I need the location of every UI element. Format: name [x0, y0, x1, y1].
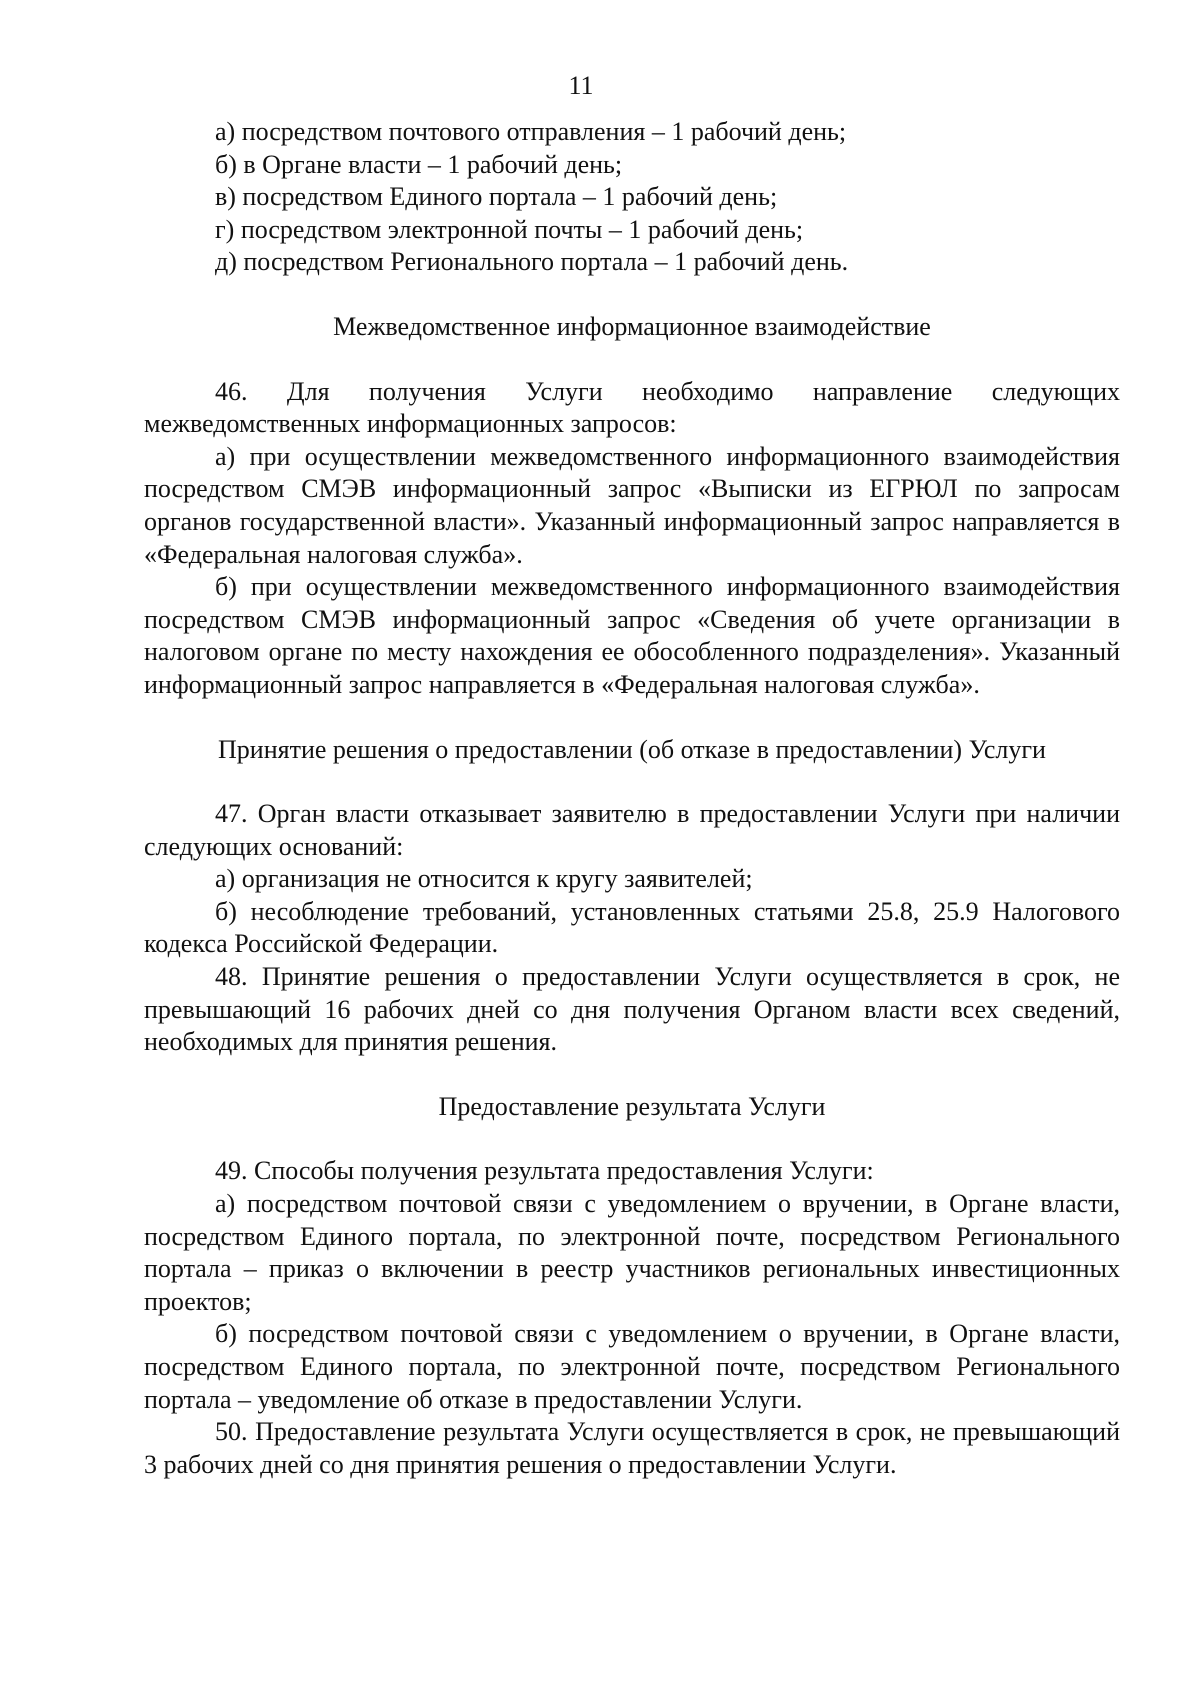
list-item: а) посредством почтового отправления – 1 рабочий день;	[215, 117, 847, 146]
section-heading: Принятие решения о предоставлении (об отказе в предоставлении) Услуги	[218, 734, 1046, 764]
paragraph: б) посредством почтовой связи с уведомлением о вручении, в Органе власти, посредством Единого портала, по электронной почте, посредством Регионального портала – уведомление об отказе в предоставлении Услуги.	[144, 1319, 1120, 1414]
paragraph: 50. Предоставление результата Услуги осуществляется в срок, не превышающий 3 рабочих дней со дня принятия решения о предоставлении Услуги.	[144, 1417, 1120, 1479]
paragraph: 48. Принятие решения о предоставлении Услуги осуществляется в срок, не превышающий 16 рабочих дней со дня получения Органом власти всех сведений, необходимых для принятия решения.	[144, 962, 1120, 1057]
list-item: д) посредством Регионального портала – 1 рабочий день.	[215, 247, 849, 277]
paragraph: 46. Для получения Услуги необходимо направление следующих межведомственных информационных запросов:	[144, 376, 1120, 439]
paragraph: 47. Орган власти отказывает заявителю в предоставлении Услуги при наличии следующих оснований:	[144, 799, 1120, 861]
paragraph: а) организация не относится к кругу заявителей;	[215, 864, 753, 894]
document-body	[144, 116, 1120, 1481]
paragraph: б) несоблюдение требований, установленных статьями 25.8, 25.9 Налогового кодекса Российской Федерации.	[144, 896, 1120, 959]
section-heading: Межведомственное информационное взаимодействие	[333, 311, 931, 341]
paragraph: 49. Способы получения результата предоставления Услуги:	[215, 1156, 874, 1186]
list-item: б) в Органе власти – 1 рабочий день;	[215, 149, 623, 179]
paragraph: а) при осуществлении межведомственного информационного взаимодействия посредством СМЭВ информационный запрос «Выписки из ЕГРЮЛ по запросам органов государственной власти». Указанный информационный запрос направляется в «Федеральная налоговая служба».	[144, 441, 1120, 569]
section-heading: Предоставление результата Услуги	[438, 1091, 826, 1121]
paragraph: а) посредством почтовой связи с уведомлением о вручении, в Органе власти, посредством Единого портала, по электронной почте, посредством Регионального портала – приказ о включении в реестр участников региональных инвестиционных проектов;	[144, 1189, 1120, 1316]
list-item: г) посредством электронной почты – 1 рабочий день;	[215, 214, 804, 244]
list-item: в) посредством Единого портала – 1 рабочий день;	[215, 182, 778, 212]
paragraph: б) при осуществлении межведомственного информационного взаимодействия посредством СМЭВ информационный запрос «Сведения об учете организации в налоговом органе по месту нахождения ее обособленного подразделения». Указанный информационный запрос направляется в «Федеральная налоговая служба».	[144, 572, 1120, 699]
page-number: 11	[568, 71, 594, 100]
